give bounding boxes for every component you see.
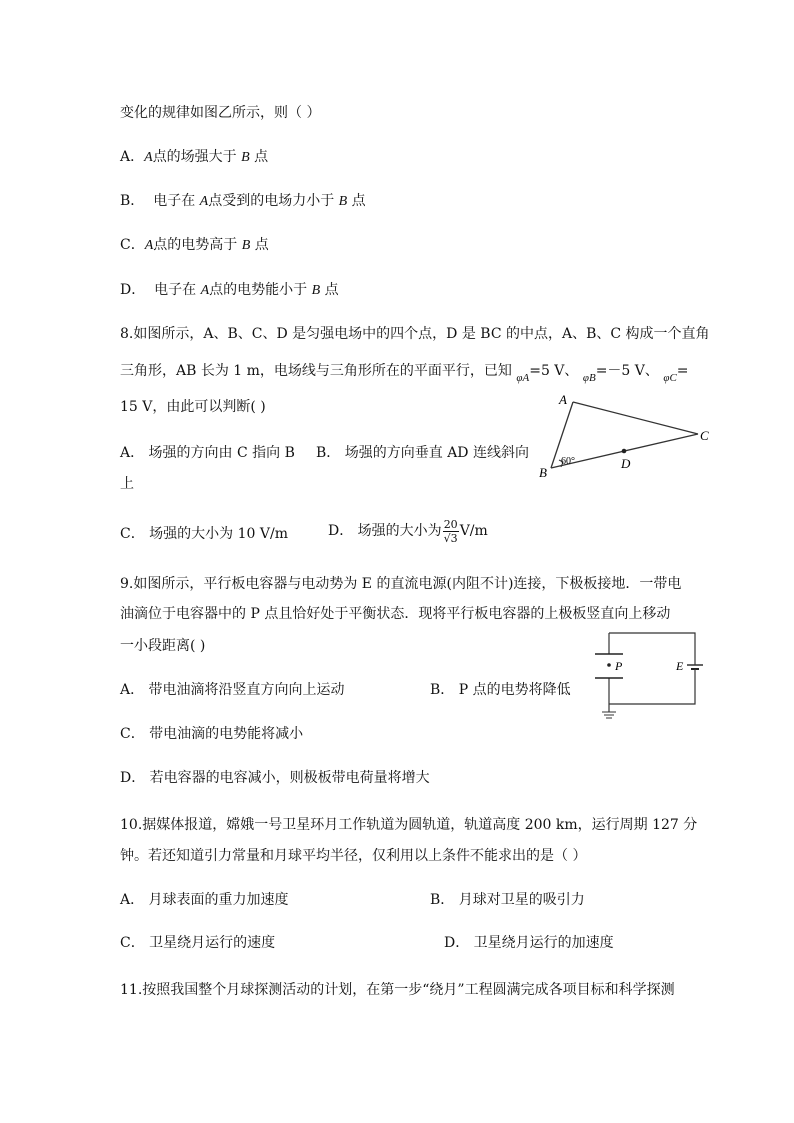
q10-line2: 钟。若还知道引力常量和月球平均半径，仅利用以上条件不能求出的是（ ） — [120, 848, 587, 864]
q10-option-a: A． 月球表面的重力加速度 — [120, 892, 289, 908]
q8-option-c: C． 场强的大小为 10 V/m — [120, 526, 288, 542]
q9-line3: 一小段距离( ) — [120, 638, 206, 654]
q8-option-b-cont: 上 — [120, 476, 134, 492]
fig-label-c: C — [700, 428, 709, 443]
fraction: $\frac{20}{√3}$ — [443, 517, 458, 545]
q8-option-a: A． 场强的方向由 C 指向 B — [120, 445, 295, 461]
fig-label-p: P — [615, 659, 623, 673]
fig-label-e: E — [676, 659, 684, 673]
q8-line1: 8.如图所示，A、B、C、D 是匀强电场中的四个点，D 是 BC 的中点，A、B、C 构成一个直角 — [120, 326, 710, 342]
q7-option-d: D． 电子在 A点的电势能小于 B 点 — [120, 282, 339, 298]
q9-capacitor-circuit — [585, 628, 710, 722]
fig-label-d: D — [621, 456, 631, 471]
q9-line2: 油滴位于电容器中的 P 点且恰好处于平衡状态．现将平行板电容器的上极板竖直向上移动 — [120, 606, 671, 622]
q7-option-b: B． 电子在 A点受到的电场力小于 B 点 — [120, 193, 366, 209]
q9-option-a: A． 带电油滴将沿竖直方向向上运动 — [120, 682, 345, 698]
q8-triangle-figure — [535, 390, 715, 482]
q8-option-d: D． 场强的大小为 $\frac{20}{√3}$ V/m — [328, 517, 488, 545]
q10-option-d: D． 卫星绕月运行的加速度 — [444, 935, 614, 951]
q9-option-c: C． 带电油滴的电势能将减小 — [120, 726, 304, 742]
fig-angle-label: 60° — [561, 456, 575, 467]
q8-line3: 15 V，由此可以判断( ) — [120, 399, 266, 415]
q8-option-b: B． 场强的方向垂直 AD 连线斜向 — [316, 445, 529, 461]
q10-option-b: B． 月球对卫星的吸引力 — [430, 892, 585, 908]
q9-line1: 9.如图所示，平行板电容器与电动势为 E 的直流电源(内阻不计)连接，下极板接地．一带电 — [120, 576, 682, 592]
q7-option-c: C．A点的电势高于 B 点 — [120, 237, 269, 253]
q7-option-a: A．A点的场强大于 B 点 — [120, 149, 269, 165]
q10-option-c: C． 卫星绕月运行的速度 — [120, 935, 276, 951]
q9-option-d: D． 若电容器的电容减小，则极板带电荷量将增大 — [120, 770, 430, 786]
q9-option-b: B． P 点的电势将降低 — [430, 682, 571, 698]
fig-label-a: A — [559, 392, 567, 407]
q7-stem-end: 变化的规律如图乙所示，则（ ） — [120, 105, 321, 121]
q8-line2: 三角形，AB 长为 1 m，电场线与三角形所在的平面平行，已知 $_{\varphi A}$=5 V、 $_{\varphi B}$=－5 V、 $_{\varphi C}$= — [120, 363, 689, 384]
fig-label-b: B — [539, 465, 547, 480]
q11-line1: 11.按照我国整个月球探测活动的计划，在第一步“绕月”工程圆满完成各项目标和科学探测 — [120, 982, 675, 998]
q10-line1: 10.据媒体报道，嫦娥一号卫星环月工作轨道为圆轨道，轨道高度 200 km，运行周期 127 分 — [120, 817, 698, 833]
